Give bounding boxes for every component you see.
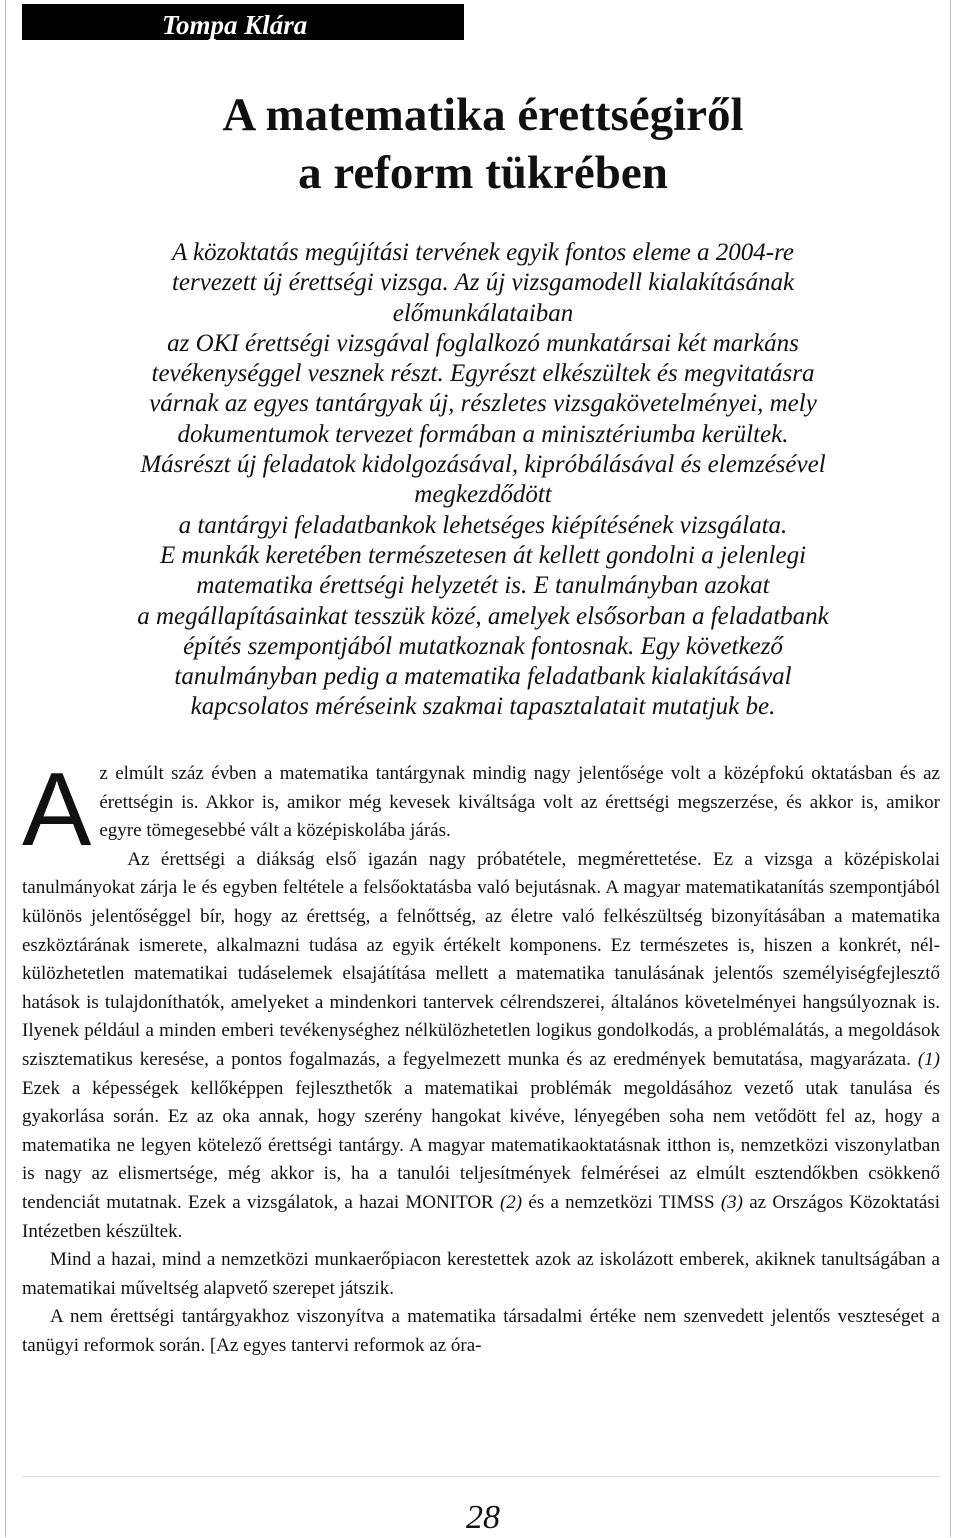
body-paragraph-2 — [22, 846, 940, 1246]
title-line-2: a reform tükrében — [298, 147, 668, 199]
paragraph-text: és a nemzetközi TIMSS — [528, 1191, 715, 1213]
abstract-line: várnak az egyes tantárgyak új, részletes vizsgakövetelményei, mely — [149, 390, 817, 418]
abstract-line: A közoktatás megújítási tervének egyik fontos eleme a 2004-re — [171, 239, 795, 266]
paragraph-text: Ezek a képességek kellőképpen fejleszthetők a matematikai problémák megoldásához vezető utak tanulása és gyakorlása során. Ez az oka annak, hogy szerény hangokat kivéve, lényegében soha nem vetődött fel az, hogy a matematika ne legyen kötelező érettségi tantárgy. A magyar matematikaoktatásnak itthon is, nemzetközi viszonylatban is nagy az elismertsége, még akkor is, ha a tanulói teljesítmények felmérései az elmúlt esztendőkben csökkenő tendenciát mutatnak. Ezek a vizsgálatok, a hazai MONITOR — [22, 1077, 940, 1213]
abstract-line: dokumentumok tervezet formában a minisztériumba kerültek. — [177, 420, 789, 448]
right-margin-rule — [950, 0, 951, 1537]
title-line-1: A matematika érettségiről — [222, 89, 744, 141]
abstract-line: a megállapításainkat tesszük közé, amelyek elsősorban a feladatbank — [137, 602, 829, 630]
abstract-line: építés szempontjából mutatkoznak fontosnak. Egy következő — [183, 632, 783, 660]
bottom-divider — [22, 1476, 940, 1477]
paragraph-text: Az érettségi a diákság első igazán nagy próbatétele, megmérettetése. Ez a vizsga a középiskolai tanulmányokat zárja le és egyben feltétele a felsőoktatásba való bejutásnak. A magyar matematikatanítás szempontjából különös jelentőséggel bír, hogy az érettség, a felnőttség, az életre való felkészültség bizonyításában a matematika eszköztárának ismerete, alkalmazni tudása az egyik értékelt komponens. Ez természetes is, hiszen a konkrét, nélkülözhetetlen matematikai tudáselemek elsajátítása mellett a matematika tanulásának jelentős személyiségfejlesztő hatások is tulajdoníthatók, amelyeket a mindenkori tantervek célrendszerei, általános követelményei hangsúlyoznak is. Ilyenek például a minden emberi tevékenységhez nélkülözhetetlen logikus gondolkodás, a problémalátás, a megoldások szisztematikus keresése, a pontos fogalmazás, a fegyelmezett munka és az eredmények bemutatása, magyarázata. — [22, 848, 940, 1070]
abstract-line: az OKI érettségi vizsgával foglalkozó munkatársai két markáns — [167, 329, 799, 357]
reference-marker: (3) — [720, 1191, 743, 1213]
abstract-line: előmunkálataiban — [392, 299, 574, 327]
body-paragraph-3: Mind a hazai, mind a nemzetközi munkaerőpiacon kerestettek azok az iskolázott emberek, akiknek tanultságában a matematikai műveltség alapvető szerepet játszik. — [22, 1249, 940, 1299]
reference-marker: (1) — [917, 1048, 941, 1070]
page-number: 28 — [466, 1499, 500, 1536]
abstract-line: tevékenységgel vesznek részt. Egyrészt elkészültek és megvitatásra — [151, 360, 815, 388]
abstract-line: megkezdődött — [414, 481, 552, 509]
left-margin-rule — [5, 0, 6, 1537]
drop-cap: A — [22, 752, 92, 868]
reference-marker: (2) — [499, 1191, 523, 1213]
abstract-line: tervezett új érettségi vizsga. Az új vizsgamodell kialakításának — [171, 269, 795, 297]
article-title — [0, 86, 960, 202]
body-paragraph-1 — [22, 752, 940, 868]
paragraph-text: z elmúlt száz évben a matematika tantárgynak mindig nagy jelentősége volt a középfokú oktatásban és az érettségin is. Akkor is, amikor még kevesek kiváltsága volt az érettségi megszerzése, és akkor is, amikor egyre tömegesebbé vált a középiskolába járás. — [99, 763, 940, 842]
abstract-line: kapcsolatos méréseink szakmai tapasztalatait mutatjuk be. — [190, 693, 776, 721]
author-name: Tompa Klára — [162, 10, 308, 40]
abstract-line: tanulmányban pedig a matematika feladatbank kialakításával — [174, 663, 792, 691]
abstract-line: matematika érettségi helyzetét is. E tanulmányban azokat — [196, 572, 770, 600]
abstract-line: Másrészt új feladatok kidolgozásával, kipróbálásával és elemzésével — [140, 451, 826, 479]
abstract-line: a tantárgyi feladatbankok lehetséges kiépítésének vizsgálata. — [178, 511, 788, 539]
abstract-line: E munkák keretében természetesen át kellett gondolni a jelenlegi — [159, 541, 807, 569]
author-banner — [22, 4, 464, 40]
paragraph-text: az Országos Közoktatási Intézetben készültek. — [22, 1191, 941, 1242]
body-paragraph-4: A nem érettségi tantárgyakhoz viszonyítva a matematika társadalmi értéke nem szenvedett jelentős veszteséget a tanügyi reformok során. [Az egyes tantervi reformok az óra- — [22, 1306, 940, 1356]
article-abstract — [0, 238, 960, 723]
article-body — [22, 752, 941, 1360]
